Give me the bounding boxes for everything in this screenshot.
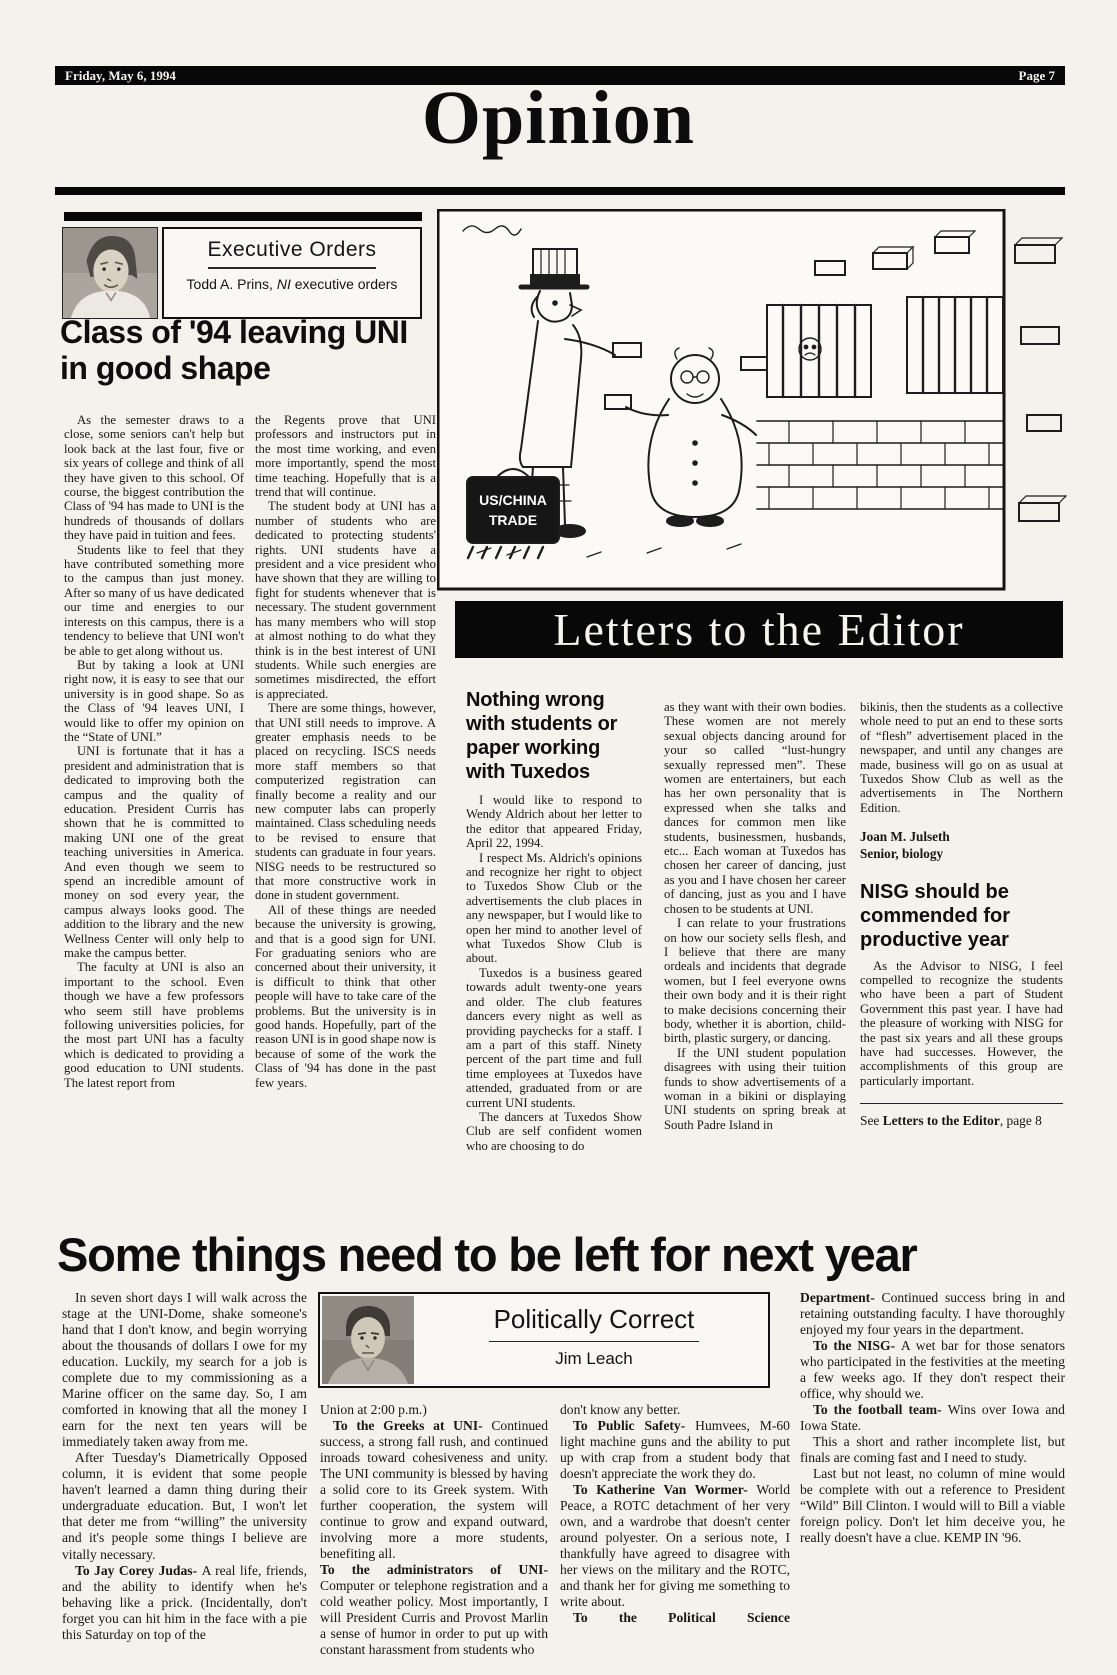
class-article-headline: Class of '94 leaving UNI in good shape <box>60 314 408 387</box>
some-things-headline: Some things need to be left for next year <box>57 1228 917 1281</box>
politically-correct-title-area <box>420 1294 768 1368</box>
some-things-column-1 <box>62 1290 307 1643</box>
paragraph: The student body at UNI has a number of students who are dedicated to protecting students' rights. UNI students have a president and a vice president who have shown that they are willing to fight for students whenever that is necessary. The student government has many members who will stop at almost nothing to do what they think is in the best interest of UNI students. While such energies are sometimes misdirected, the effort is appreciated. <box>255 499 436 701</box>
nisg-letter-headline: NISG should be commended for productive year <box>860 880 1011 951</box>
todd-prins-photo <box>62 227 158 319</box>
paragraph: Tuxedos is a business geared towards adult twenty-one years and older. The club features dancers every night as well as providing paychecks for a staff. I am a part of this staff. Ninety percent of the part time and full time employees at Tuxedos have attended, graduated from or are current UNI students. <box>466 965 642 1110</box>
paragraph: There are some things, however, that UNI still needs to improve. A greater emphasis needs to be placed on recycling. ISCS needs more staff members so that computerized registration can finally become a reality and our new computer labs can properly maintained. Class scheduling needs to be revised to ensure that students can graduate in four years. NISG needs to be restructured so that more constructive work in done in student government. <box>255 701 436 903</box>
tuxedos-letter-column-1 <box>466 688 642 1153</box>
portrait-illustration <box>322 1296 414 1384</box>
briefcase-label-line1: US/CHINA <box>479 492 547 508</box>
section-masthead: Opinion <box>421 76 696 160</box>
paragraph: Union at 2:00 p.m.) <box>320 1402 427 1417</box>
paragraph-lead: To Katherine Van Wormer- <box>573 1482 757 1498</box>
issue-date: Friday, May 6, 1994 <box>65 68 176 83</box>
paragraph: don't know any better. <box>560 1402 681 1417</box>
paragraph: as they want with their own bodies. These women are not merely sexual objects dancing around for your so called “lust-hungry sexually repressed men”. These women are entertainers, but each has her own personality that is expressed when she talks and dances for common men like students, businessmen, husbands, etc... Each woman at Tuxedos has chosen her career of dancing, just as you and I have chosen her career of dancing, just as you and I have chosen to be students at UNI. <box>664 700 846 916</box>
column-byline: Jim Leach <box>555 1348 633 1368</box>
column-header-bar <box>64 212 422 221</box>
paragraph-lead: To Jay Corey Judas- <box>75 1562 202 1578</box>
paragraph: To the NISG- A wet bar for those senators who participated in the festivities at the meeting a few weeks ago. If they don't respect their office, why should we. <box>800 1338 1065 1402</box>
column-title: Executive Orders <box>207 238 377 261</box>
byline-role: executive orders <box>290 276 398 293</box>
paragraph: All of these things are needed because the university is growing, and that is a good sign for UNI. For graduating seniors who are concerned about their university, it is difficult to think that other people will have to take care of the problems. But the university is in good hands. Hopefully, part of the reason UNI is in good shape now is because of some of the work the Class of '94 has done in the past few years. <box>255 902 436 1090</box>
tuxedos-letter-text-1 <box>466 793 642 1153</box>
tuxedos-letter-text-3 <box>860 700 1063 815</box>
portrait-illustration <box>63 228 157 318</box>
paragraph: To the administrators of UNI- Computer or telephone registration and a cold weather policy. Most importantly, I will President Curris and Provost Marlin a sense of humor in order to put up with constant harassment from students who <box>320 1562 548 1658</box>
paragraph: But by taking a look at UNI right now, it is easy to see that our university is in good shape. So as the Class of '94 leaves UNI, I would like to offer my opinion on the “State of UNI.” <box>64 657 244 744</box>
paragraph: Students like to feel that they have contributed something more to the campus than just money. After so many of us have dedicated our time and energies to our interests on this campus, there is a tendency to believe that UNI won't be able to get along without us. <box>64 542 244 658</box>
executive-orders-box <box>162 227 422 319</box>
divider <box>489 1341 699 1342</box>
paragraph: To Jay Corey Judas- A real life, friends, and the ability to identify when he's behaving like a prick. (Incidentally, don't forget you can hit him in the face with a pie this Saturday on top of the <box>62 1562 307 1642</box>
paragraph-lead: To the NISG- <box>813 1338 901 1354</box>
byline-author: Todd A. Prins, <box>186 276 277 293</box>
paragraph: To Public Safety- Humvees, M-60 light machine guns and the ability to put up with crap from a student body that doesn't appreciate the work they do. <box>560 1418 790 1482</box>
see-more-suffix: , page 8 <box>999 1113 1042 1129</box>
editorial-cartoon <box>437 209 1067 591</box>
paragraph: To Katherine Van Wormer- World Peace, a ROTC detachment of her very own, and a wardrobe that doesn't center around polyester. On a serious note, I thankfully have agreed to disagree with her views on the military and the ROTC, and thank her for giving me something to write about. <box>560 1482 790 1610</box>
page-number: Page 7 <box>1018 68 1055 83</box>
divider <box>860 1103 1063 1104</box>
some-things-column-2 <box>320 1402 548 1659</box>
paragraph-lead: To the administrators of UNI- <box>320 1562 548 1578</box>
masthead-divider <box>55 187 1065 195</box>
politically-correct-box <box>318 1292 770 1388</box>
paragraph: I can relate to your frustrations on how our society sells flesh, and I believe that there are many ordeals and incidents that degrade women, but I feel everyone owns their own body and it is their right to make decisions concerning their body, whether it is abortion, child-birth, plastic surgery, or dancing. <box>664 916 846 1046</box>
paragraph: I would like to respond to Wendy Aldrich about her letter to the editor that appeared Friday, April 22, 1994. <box>466 793 642 851</box>
editorial-cartoon-illustration <box>437 209 1067 591</box>
paragraph-lead: Department- <box>800 1290 882 1305</box>
tuxedos-letter-column-2 <box>664 700 846 1132</box>
signature-name: Joan M. Julseth <box>860 829 950 845</box>
paragraph: After Tuesday's Diametrically Opposed column, it is evident that some people haven't learned a damn thing during their undergraduate education. But, I won't let that deter me from “willing” the university and it's people some things I believe are vitally necessary. <box>62 1450 307 1562</box>
letters-column-3 <box>860 700 1063 1128</box>
paragraph: Last but not least, no column of mine would be complete with out a reference to President “Wild” Bill Clinton. I would will to Bill a viable foreign policy. Don't let him deceive you, he really doesn't have a clue. KEMP IN '96. <box>800 1466 1065 1546</box>
see-more-prefix: See <box>860 1113 883 1129</box>
paragraph: bikinis, then the students as a collective whole need to put an end to these sorts of “flesh” advertisement placed in the newspaper, and until any changes are made, business will go on as usual at Tuxedos Show Club as well as the advertisements in The Northern Edition. <box>860 700 1063 815</box>
paragraph: To the football team- Wins over Iowa and Iowa State. <box>800 1402 1065 1434</box>
jim-leach-photo <box>322 1296 414 1384</box>
paragraph: If the UNI student population disagrees with using their tuition funds to show advertisements of a woman in a bikini or displaying UNI students on spring break at South Padre Island in <box>664 1045 846 1132</box>
byline-publication: NI <box>276 276 291 293</box>
paragraph: the Regents prove that UNI professors and instructors put in the most time working, and even more importantly, spend the most time teaching. Hopefully that is a trend that will continue. <box>255 413 436 500</box>
paragraph: UNI is fortunate that it has a president and administration that is dedicated to improving both the campus and the quality of education. President Curris has shown that he is committed to making UNI one of the great teaching universities in America. And even though we seem to spend an incredible amount of money on sod every year, the campus always looks good. The addition to the library and the new Wellness Center will only help to make the campus better. <box>64 744 244 961</box>
paragraph <box>560 1610 790 1626</box>
continued-on-page-note <box>860 1113 1063 1128</box>
divider <box>208 267 376 269</box>
paragraph-lead: To the Political Science <box>573 1610 790 1626</box>
paragraph: As the Advisor to NISG, I feel compelled to recognize the students who have been a part of Student Government this past year. I have had the pleasure of working with NISG for the past six years and all these groups have had successes. However, the accomplishments of this group are particularly important. <box>860 958 1063 1088</box>
some-things-column-3 <box>560 1402 790 1626</box>
column-byline <box>164 277 420 292</box>
letters-section-banner: Letters to the Editor <box>455 601 1063 658</box>
paragraph: To the Greeks at UNI- Continued success, a strong fall rush, and continued inroads toward cohesiveness and unity. The UNI community is blessed by having a solid core to its Greek system. With further cooperation, the system will continue to grow and expand outward, involving more a more students, benefiting all. <box>320 1418 548 1562</box>
paragraph: Department- Continued success bring in and retaining outstanding faculty. I have thoroughly enjoyed my four years in the department. <box>800 1290 1065 1338</box>
paragraph: The faculty at UNI is also an important to the school. Even though we have a few professors who seem still have problems following universities policies, for the most part UNI has a faculty which is dedicated to providing a good education to UNI students. The latest report from <box>64 960 244 1090</box>
class-article-column-1 <box>64 413 244 1090</box>
signature-title: Senior, biology <box>860 846 944 862</box>
paragraph: I respect Ms. Aldrich's opinions and recognize her right to object to Tuxedos Show Club or the advertisements the club places in any newspaper, but I would like to open her mind to another level of what Tuxedos Show Club is about. <box>466 850 642 966</box>
paragraph-lead: To the Greeks at UNI- <box>333 1418 492 1434</box>
column-title: Politically Correct <box>493 1304 695 1334</box>
see-more-title: Letters to the Editor <box>882 1113 1000 1129</box>
paragraph-lead: To the football team- <box>813 1402 948 1418</box>
some-things-column-4 <box>800 1290 1065 1547</box>
paragraph: The dancers at Tuxedos Show Club are self confident women who are choosing to do <box>466 1109 642 1153</box>
paragraph: This a short and rather incomplete list, but finals are coming fast and I need to study. <box>800 1434 1065 1466</box>
tuxedos-letter-headline: Nothing wrong with students or paper working with Tuxedos <box>466 689 618 783</box>
nisg-letter-text <box>860 959 1063 1089</box>
paragraph: As the semester draws to a close, some seniors can't help but look back at the last four, five or six years of college and think of all they have given to this school. Of course, the biggest contribution the Class of '94 has made to UNI is the hundreds of thousands of dollars they have paid in tuition and fees. <box>64 413 244 543</box>
paragraph: In seven short days I will walk across the stage at the UNI-Dome, shake someone's hand that I don't know, and begin worrying about the thousands of dollars I owe for my education. Luckily, my search for a job is complete due to my commissioning as a Marine officer on the same day. So, I am comforted in knowing that all the money I earn for the next ten years will be immediately taken away from me. <box>62 1290 307 1450</box>
letter-signature <box>860 828 1063 862</box>
paragraph-lead: To Public Safety- <box>573 1418 696 1434</box>
briefcase-label-line2: TRADE <box>488 512 538 528</box>
class-article-column-2 <box>255 413 436 1090</box>
